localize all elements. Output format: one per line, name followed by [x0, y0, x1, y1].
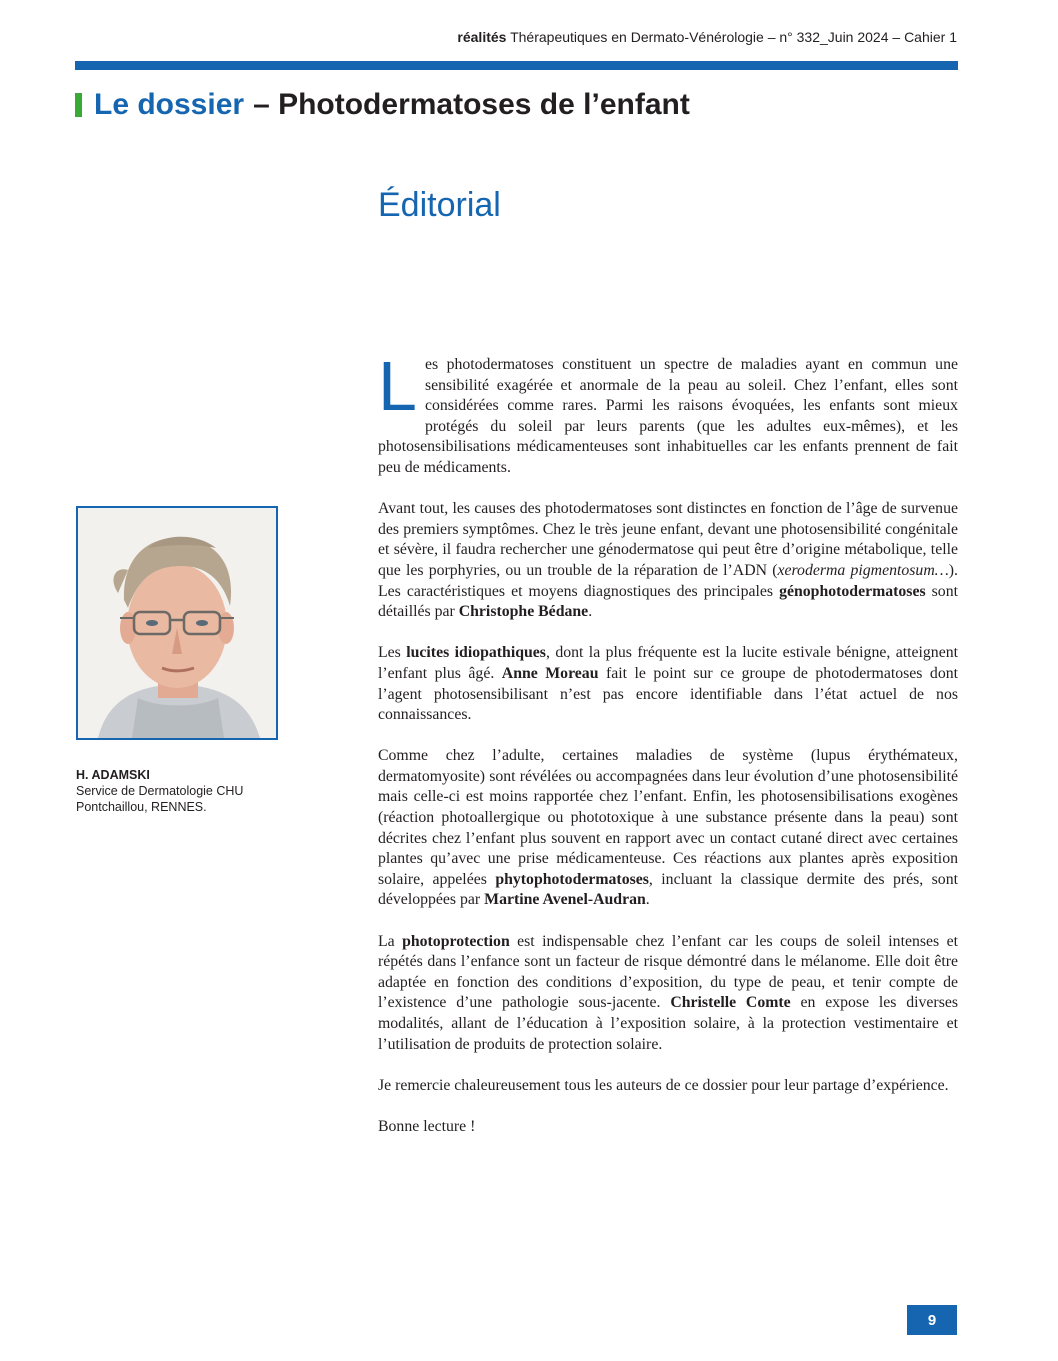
- author-mention: Martine Avenel-Audran: [484, 891, 646, 909]
- text-run: , incluant la classique dermite des prés, sont développées par: [378, 870, 958, 909]
- text-run: est indispensable chez l’enfant car les coups de soleil intenses et répétés dans l’enfance sont un facteur de risque démontré dans le mélanome. Elle doit être adaptée en fonction des conditions d’exposition, du type de peau, et tenir compte de l’existence d’une pathologie sous-jacente.: [378, 932, 958, 1012]
- dossier-label: Le dossier: [94, 88, 245, 121]
- drop-cap: L: [378, 347, 417, 425]
- paragraph-6: Je remercie chaleureusement tous les auteurs de ce dossier pour leur partage d’expérience.: [378, 1076, 949, 1094]
- paragraph-1-text: es photodermatoses constituent un spectre de maladies ayant en commun une sensibilité exagérée et anormale de la peau au soleil. Chez l’enfant, elles sont considérées comme rares. Parmi les raisons évoquées, les enfants sont mieux protégés du soleil par leurs parents (que les adultes eux-mêmes), et les photosensibilisations médicamenteuses sont inhabituelles car les enfants prennent de fait peu de médicaments.: [378, 356, 958, 476]
- paragraph-3: [378, 643, 958, 725]
- text-run: ). Les caractéristiques et moyens diagnostiques des principales: [378, 561, 958, 600]
- text-run: Comme chez l’adulte, certaines maladies de système (lupus érythémateux, dermatomyosite) sont révélées ou accompagnées dans leur évolution d’une photosensibilité mais celle-ci est moins rapportée chez l’enfant. Enfin, les photosensibilisations exogènes (réaction photoallergique ou phototoxique à une substance présente dans la peau) sont décrites chez l’enfant plus souvent en rapport avec un contact cutané direct avec certaines plantes qu’avec une prise médicamenteuse. Ces réactions aux plantes après exposition solaire, appelées: [378, 747, 958, 888]
- paragraph-7: Bonne lecture !: [378, 1117, 476, 1135]
- portrait-image: [78, 508, 276, 738]
- text-run: en expose les diverses modalités, allant de l’éducation à l’exposition solaire, à la protection vestimentaire et l’utilisation de produits de protection solaire.: [378, 994, 959, 1053]
- header-rule: [75, 61, 958, 70]
- bold-term: phytophotodermatoses: [495, 870, 649, 888]
- journal-name: réalités: [457, 29, 507, 45]
- text-run: .: [588, 603, 593, 621]
- text-run: Avant tout, les causes des photodermatoses sont distinctes en fonction de l’âge de survenue des premiers symptômes. Chez le très jeune enfant, devant une photosensibilité congénitale et sévère, il faudra rechercher une génodermatose qui peut être d’origine métabolique, telle que les porphyries, ou un trouble de la réparation de l’ADN (: [378, 500, 958, 579]
- green-marker-icon: [75, 93, 82, 117]
- dossier-subject: – Photodermatoses de l’enfant: [253, 88, 690, 121]
- running-header: [457, 29, 957, 45]
- text-run: fait le point sur ce groupe de photodermatoses dont l’agent photosensibilisant n’est pas encore identifiable dans l’état actuel de nos connaissances.: [378, 664, 959, 724]
- paragraph-1: [378, 347, 958, 479]
- editorial-body: [378, 347, 959, 1158]
- issue-info: Thérapeutiques en Dermato-Vénérologie – n° 332_Juin 2024 – Cahier 1: [510, 29, 957, 45]
- dossier-title: [75, 88, 690, 122]
- author-mention: Anne Moreau: [501, 664, 599, 682]
- bold-term: lucites idiopathiques: [406, 644, 546, 662]
- paragraph-4: [378, 746, 958, 911]
- text-run: .: [645, 891, 650, 909]
- bold-term: photoprotection: [402, 932, 510, 950]
- section-title: Éditorial: [378, 186, 501, 224]
- text-run: , dont la plus fréquente est la lucite estivale bénigne, atteignent l’enfant plus âgé.: [378, 644, 958, 682]
- bold-term: génophotodermatoses: [779, 582, 926, 600]
- author-mention: Christophe Bédane: [458, 603, 589, 621]
- author-name: H. ADAMSKI: [76, 768, 150, 782]
- author-affiliation: Service de Dermatologie CHU Pontchaillou, RENNES.: [76, 784, 244, 814]
- text-run: La: [378, 932, 403, 950]
- page-number: 9: [907, 1305, 957, 1335]
- author-photo: [76, 506, 278, 740]
- italic-term: xeroderma pigmentosum…: [777, 561, 949, 579]
- author-mention: Christelle Comte: [670, 994, 791, 1012]
- paragraph-2: [378, 499, 958, 623]
- text-run: Les: [378, 644, 407, 662]
- paragraph-5: [378, 932, 958, 1056]
- author-block: [76, 767, 336, 815]
- text-run: sont détaillés par: [378, 582, 958, 621]
